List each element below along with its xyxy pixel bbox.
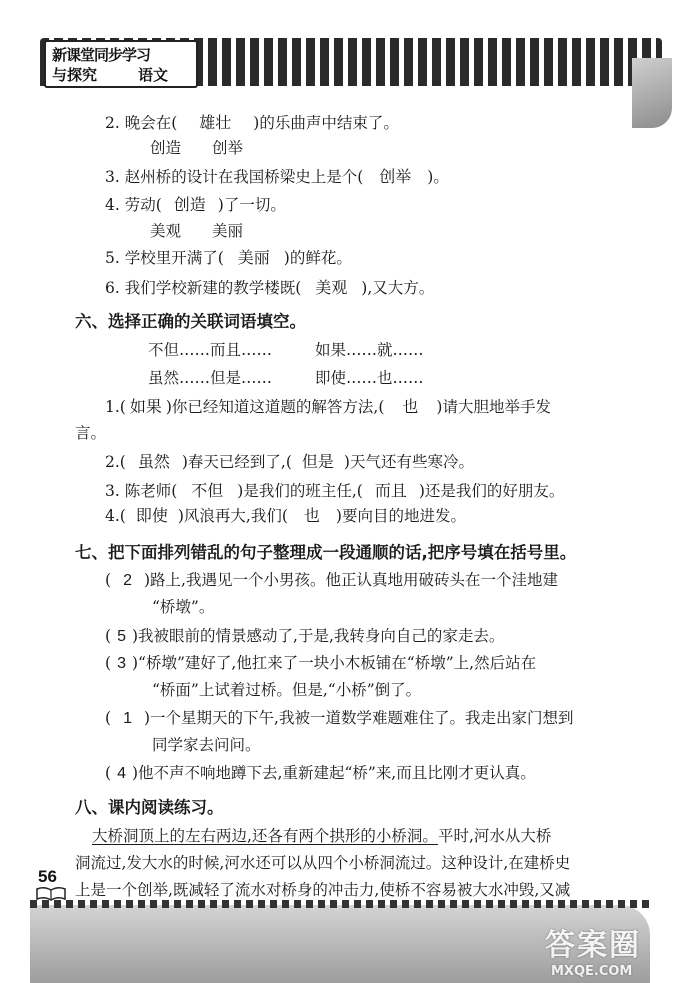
s7-sentence: ( 5 )我被眼前的情景感动了,于是,我转身向自己的家走去。 — [105, 627, 505, 645]
subject-label: 语文 — [138, 66, 169, 84]
answer-text: 也 — [402, 399, 419, 416]
sequence-number: 3 — [117, 655, 126, 672]
s7-sentence: ( 2 )路上,我遇见一个小男孩。他正认真地用破砖头在一个洼地建 — [105, 571, 558, 589]
section-8-title: 八、课内阅读练习。 — [75, 798, 224, 817]
answer-text: 美观 — [315, 280, 348, 297]
sequence-number: 4 — [117, 765, 126, 782]
s7-sentence-cont: 同学家去问问。 — [152, 736, 261, 754]
word-options-1: 创造 创举 — [150, 139, 244, 157]
answer-text: 即使 — [135, 508, 168, 525]
s6-question-4: 4.( 即使 )风浪再大,我们( 也 )要向目的地进发。 — [105, 507, 466, 525]
underlined-text: 大桥洞顶上的左右两边,还各有两个拱形的小桥洞。 — [92, 827, 438, 845]
s7-sentence: ( 4 )他不声不响地蹲下去,重新建起“桥”来,而且比刚才更认真。 — [105, 764, 536, 782]
reading-paragraph-line: 上是一个创举,既减轻了流水对桥身的冲击力,使桥不容易被大水冲毁,又减 — [75, 881, 571, 899]
answer-text: 但是 — [301, 454, 334, 471]
q5-item-2: 2. 晚会在( 雄壮 )的乐曲声中结束了。 — [105, 114, 399, 132]
reading-paragraph-line: 洞流过,发大水的时候,河水还可以从四个小桥洞流过。这种设计,在建桥史 — [75, 854, 571, 872]
reading-paragraph-line: 大桥洞顶上的左右两边,还各有两个拱形的小桥洞。平时,河水从大桥 — [92, 827, 552, 845]
book-title-label — [44, 40, 198, 88]
s7-sentence: ( 1 )一个星期天的下午,我被一道数学难题难住了。我走出家门想到 — [105, 709, 574, 727]
answer-text: 虽然 — [137, 454, 170, 471]
s7-sentence: ( 3 )“桥墩”建好了,他扛来了一块小木板铺在“桥墩”上,然后站在 — [105, 654, 537, 672]
answer-text: 而且 — [374, 483, 407, 500]
connective-option: 不但……而且…… — [148, 341, 273, 359]
answer-text: 创举 — [379, 169, 412, 186]
s6-question-2: 2.( 虽然 )春天已经到了,( 但是 )天气还有些寒冷。 — [105, 453, 474, 471]
q5-item-5: 5. 学校里开满了( 美丽 )的鲜花。 — [105, 249, 352, 267]
book-title-line2: 与探究 — [52, 66, 98, 84]
connective-option: 即使……也…… — [315, 369, 424, 387]
sequence-number: 2 — [123, 572, 132, 589]
answer-text: 不但 — [191, 483, 224, 500]
word-options-2: 美观 美丽 — [150, 222, 244, 240]
section-6-title: 六、选择正确的关联词语填空。 — [75, 312, 306, 331]
answer-text: 如果 — [129, 399, 162, 416]
answer-text: 雄壮 — [199, 115, 232, 132]
book-title-line1: 新课堂同步学习 — [52, 46, 151, 64]
answer-text: 也 — [303, 508, 320, 525]
q5-item-3: 3. 赵州桥的设计在我国桥梁史上是个( 创举 )。 — [105, 168, 449, 186]
watermark: 答案圈 MXQE.COM — [545, 928, 641, 979]
answer-text: 创造 — [173, 197, 206, 214]
q5-item-6: 6. 我们学校新建的教学楼既( 美观 ),又大方。 — [105, 279, 435, 297]
s6-question-1: 1.( 如果 )你已经知道这道题的解答方法,( 也 )请大胆地举手发 — [105, 398, 551, 416]
sequence-number: 5 — [117, 628, 126, 645]
s6-question-3: 3. 陈老师( 不但 )是我们的班主任,( 而且 )还是我们的好朋友。 — [105, 482, 565, 500]
section-7-title: 七、把下面排列错乱的句子整理成一段通顺的话,把序号填在括号里。 — [75, 543, 577, 562]
page-number: 56 — [38, 867, 57, 886]
connective-option: 如果……就…… — [315, 341, 424, 359]
s7-sentence-cont: “桥面”上试着过桥。但是,“小桥”倒了。 — [152, 681, 422, 699]
s6-question-1-cont: 言。 — [75, 424, 107, 442]
footer-divider — [30, 900, 650, 908]
answer-text: 美丽 — [237, 250, 270, 267]
connective-option: 虽然……但是…… — [148, 369, 273, 387]
open-book-icon — [36, 885, 66, 901]
q5-item-4: 4. 劳动( 创造 )了一切。 — [105, 196, 286, 214]
sequence-number: 1 — [123, 710, 132, 727]
s7-sentence-cont: “桥墩”。 — [152, 598, 215, 616]
